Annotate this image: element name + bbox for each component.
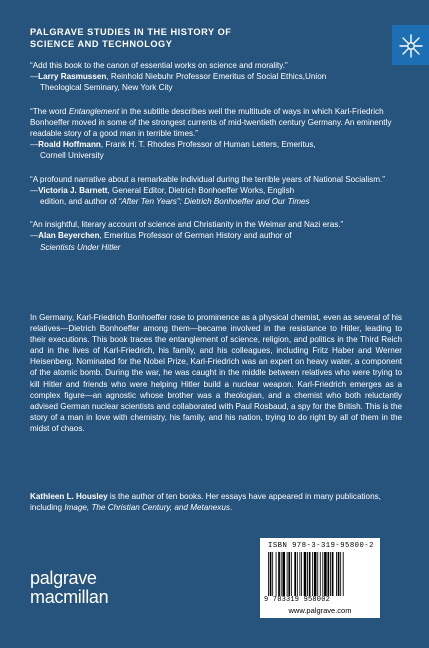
endorsement-1 — [30, 60, 402, 94]
barcode-bar — [320, 552, 321, 596]
barcode-bar — [297, 552, 298, 596]
barcode-bar — [343, 552, 344, 596]
quote-attribution: —Larry Rasmussen, Reinhold Niebuhr Professor Emeritus of Social Ethics,Union Theological Seminary, New York City — [30, 71, 402, 93]
barcode-bar — [301, 552, 302, 596]
barcode-bar — [338, 552, 340, 596]
barcode-bar — [270, 552, 272, 596]
quote-attribution: —Victoria J. Barnett, General Editor, Dietrich Bonhoeffer Works, English edition, and author of “After Ten Years”: Dietrich Bonhoeffer and Our Times — [30, 185, 402, 207]
palgrave-logo-badge — [392, 25, 429, 65]
barcode-bar — [312, 552, 313, 596]
endorsement-4 — [30, 219, 402, 253]
series-title — [30, 26, 360, 50]
author-works: Image, The Christian Century, and Metanexus — [64, 503, 230, 513]
barcode-bar — [314, 552, 317, 596]
barcode-bar — [324, 552, 327, 596]
author-name: Kathleen L. Housley — [30, 492, 108, 501]
series-line-1: PALGRAVE STUDIES IN THE HISTORY OF — [30, 27, 232, 37]
barcode-bar — [294, 552, 296, 596]
barcode-bar — [272, 552, 273, 596]
isbn-label: ISBN 978-3-319-95800-2 — [268, 542, 374, 550]
barcode-bar — [322, 552, 323, 596]
barcode-bar — [288, 552, 290, 596]
barcode-bar — [340, 552, 341, 596]
barcode-bar — [304, 552, 307, 596]
endorsement-3 — [30, 174, 402, 208]
publisher-name-line-2: macmillan — [30, 587, 109, 607]
barcode-bar — [278, 552, 280, 596]
quote-author: Larry Rasmussen — [38, 72, 107, 82]
quote-text-pre: “The word — [30, 106, 69, 116]
book-description — [30, 312, 402, 434]
quote-attribution: —Alan Beyerchen, Emeritus Professor of German History and author of Scientists Under Hitler — [30, 230, 402, 252]
publisher-website: www.palgrave.com — [288, 606, 352, 615]
barcode-bar — [307, 552, 308, 596]
barcode-bar — [330, 552, 331, 596]
author-bio — [30, 491, 402, 513]
barcode-bar — [317, 552, 318, 596]
endorsement-2 — [30, 106, 402, 162]
barcode-bar — [336, 552, 337, 596]
description-text: In Germany, Karl-Friedrich Bonhoeffer rose to prominence as a physical chemist, even as several of his relatives—Dietrich Bonhoeffer among them—became involved in the resistance to Hitler, leading to their executions. This book traces the entanglement of science, religion, and politics in the Third Reich and in the lives of Karl-Friedrich, his family, and his colleagues, including Fritz Haber and Werner Heisenberg. Nominated for the Nobel Prize, Karl-Friedrich was an expert on heavy water, a component of the atomic bomb. During the war, he was caught in the middle between relatives who were trying to kill Hitler and friends who were helping Hitler build a nuclear weapon. Karl-Friedrich emerges as a complex figure—an agnostic whose brother was a theologian, and a chemist who both reluctantly advised German nuclear scientists and collaborated with Paul Rosbaud, a spy for the British. This is the story of a man in love with chemistry, his family, and his nation, trying to do right by all of them in the midst of chaos. — [30, 313, 402, 433]
barcode-bar — [268, 552, 269, 596]
quote-text-post: in the subtitle describes well the multitude of ways in which Karl-Friedrich Bonhoeffer moved in some of the strongest currents of mid-twentieth century Germany. An eminently readable story of a good man in terrible times.” — [30, 106, 392, 139]
quote-author: Alan Beyerchen — [38, 231, 100, 241]
quote-text — [30, 106, 402, 140]
barcode-bar — [281, 552, 282, 596]
quote-role: , Frank H. T. Rhodes Professor of Human Letters, Emeritus, — [100, 140, 316, 150]
quote-attribution: —Roald Hoffmann, Frank H. T. Rhodes Professor of Human Letters, Emeritus, Cornell University — [30, 139, 402, 161]
barcode-bar — [309, 552, 311, 596]
barcode-bar — [276, 552, 277, 596]
author-bio-text: is the author of ten books. Her essays have appeared in many publications, including — [30, 492, 381, 513]
barcode-bar — [328, 552, 330, 596]
series-line-2: SCIENCE AND TECHNOLOGY — [30, 39, 173, 49]
barcode-bar — [282, 552, 285, 596]
quote-role-book: Scientists Under Hitler — [40, 242, 121, 252]
barcode-bars — [268, 552, 372, 596]
author-bio-end: . — [229, 503, 233, 513]
publisher-logo — [30, 569, 108, 607]
quote-role: , General Editor, Dietrich Bonhoeffer Works, English — [107, 185, 295, 195]
quote-role-2 — [30, 196, 402, 207]
barcode-bar — [291, 552, 292, 596]
isbn-barcode-box — [260, 538, 380, 618]
quote-role-book: “After Ten Years”: Dietrich Bonhoeffer and Our Times — [118, 197, 310, 207]
barcode-bar — [299, 552, 300, 596]
quote-text: “An insightful, literary account of science and Christianity in the Weimar and Nazi eras.” — [30, 220, 344, 230]
palgrave-star-icon — [399, 34, 423, 58]
quote-role-2: Theological Seminary, New York City — [40, 83, 173, 93]
quote-author: Victoria J. Barnett — [38, 185, 108, 195]
quote-role: , Emeritus Professor of German History and author of — [99, 231, 292, 241]
barcode-digits: 9 783319 958002 — [264, 596, 331, 604]
barcode-bar — [287, 552, 288, 596]
quote-text: “A profound narrative about a remarkable individual during the terrible years of National Socialism.” — [30, 174, 385, 184]
quote-role-pre: edition, and author of — [40, 197, 119, 207]
endorsements — [30, 60, 402, 265]
quote-text: “Add this book to the canon of essential works on science and morality.” — [30, 61, 288, 70]
quote-role: , Reinhold Niebuhr Professor Emeritus of Social Ethics,Union — [106, 72, 327, 82]
quote-author: Roald Hoffmann — [38, 140, 101, 150]
barcode-bar — [332, 552, 334, 596]
publisher-name-line-1: palgrave — [30, 568, 97, 588]
quote-role-2: Cornell University — [40, 151, 104, 161]
quote-text-emphasis: Entanglement — [68, 106, 119, 116]
